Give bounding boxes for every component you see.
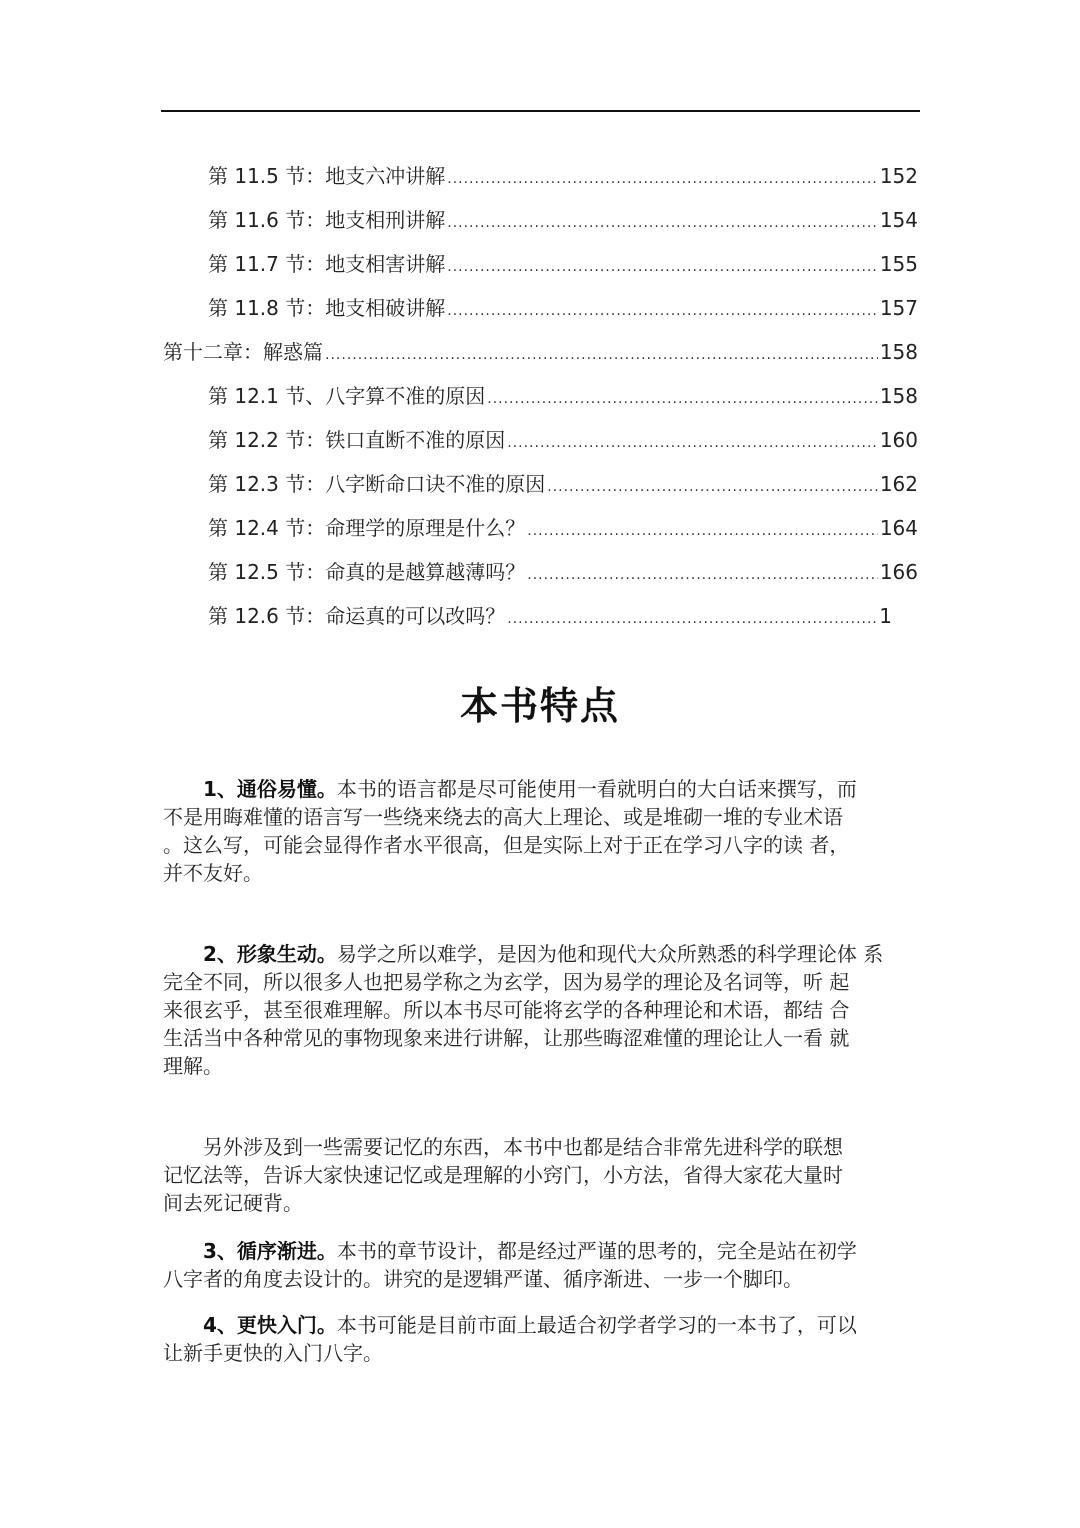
toc-dot-leader — [325, 347, 878, 363]
feature-paragraph-1 — [163, 775, 938, 887]
toc-entry-page: 158 — [879, 340, 918, 364]
text-line: 理解。 — [163, 1054, 223, 1078]
toc-entry-page: 158 — [879, 384, 918, 408]
text-line: 本书可能是目前市面上最适合初学者学习的一本书了，可以 — [336, 1313, 857, 1337]
toc-entry-title: 第 12.4 节：命理学的原理是什么？ — [208, 516, 526, 540]
toc-entry-title: 第 11.5 节：地支六冲讲解 — [208, 164, 446, 188]
toc-entry-page: 154 — [879, 208, 918, 232]
feature-lead: 3、循序渐进。 — [203, 1239, 337, 1263]
toc-entry[interactable] — [163, 512, 918, 552]
toc-dot-leader — [447, 215, 878, 231]
toc-dot-leader — [527, 523, 878, 539]
feature-lead: 4、更快入门。 — [203, 1313, 337, 1337]
text-line: 并不友好。 — [163, 861, 263, 885]
toc-entry-page: 164 — [879, 516, 918, 540]
toc-dot-leader — [507, 611, 877, 627]
toc-entry-title: 第 11.6 节：地支相刑讲解 — [208, 208, 446, 232]
toc-dot-leader — [527, 567, 878, 583]
feature-paragraph-2 — [163, 940, 938, 1080]
toc-dot-leader — [447, 303, 878, 319]
toc-entry-page: 1 — [879, 604, 892, 628]
feature-paragraph-3 — [163, 1237, 938, 1293]
text-line: 让新手更快的入门八字。 — [163, 1341, 383, 1365]
section-heading: 本书特点 — [459, 684, 620, 728]
header-rule — [161, 110, 920, 112]
toc-dot-leader — [487, 391, 878, 407]
toc-entry[interactable] — [163, 556, 918, 596]
text-line: 易学之所以难学，是因为他和现代大众所熟悉的科学理论体 系 — [336, 942, 884, 966]
toc-entry[interactable] — [163, 600, 918, 640]
toc-dot-leader — [447, 171, 878, 187]
toc-entry-title: 第 12.2 节：铁口直断不准的原因 — [208, 428, 506, 452]
toc-entry[interactable] — [163, 292, 918, 332]
toc-chapter-entry[interactable] — [163, 336, 918, 376]
text-line: 八字者的角度去设计的。讲究的是逻辑严谨、循序渐进、一步一个脚印。 — [163, 1267, 803, 1291]
toc-entry-title: 第 11.7 节：地支相害讲解 — [208, 252, 446, 276]
toc-entry-page: 160 — [879, 428, 918, 452]
text-line: 记忆法等，告诉大家快速记忆或是理解的小窍门，小方法，省得大家花大量时 — [163, 1163, 843, 1187]
text-line: 来很玄乎，甚至很难理解。所以本书尽可能将玄学的各种理论和术语，都结 合 — [163, 998, 850, 1022]
toc-dot-leader — [507, 435, 878, 451]
toc-dot-leader — [447, 259, 878, 275]
toc-entry-page: 152 — [879, 164, 918, 188]
toc-entry[interactable] — [163, 380, 918, 420]
toc-entry-page: 162 — [879, 472, 918, 496]
toc-entry[interactable] — [163, 204, 918, 244]
toc-dot-leader — [547, 479, 878, 495]
toc-entry-title: 第 12.6 节：命运真的可以改吗？ — [208, 604, 506, 628]
toc-entry-title: 第 11.8 节：地支相破讲解 — [208, 296, 446, 320]
toc-entry-page: 155 — [879, 252, 918, 276]
toc-entry-title: 第十二章：解惑篇 — [163, 340, 323, 364]
toc-entry[interactable] — [163, 248, 918, 288]
toc-entry-title: 第 12.1 节、八字算不准的原因 — [208, 384, 486, 408]
toc-entry-page: 157 — [879, 296, 918, 320]
toc-entry[interactable] — [163, 424, 918, 464]
toc-entry[interactable] — [163, 160, 918, 200]
text-line: 生活当中各种常见的事物现象来进行讲解，让那些晦涩难懂的理论让人一看 就 — [163, 1026, 850, 1050]
toc-entry-title: 第 12.5 节：命真的是越算越薄吗？ — [208, 560, 526, 584]
text-line: 本书的章节设计，都是经过严谨的思考的，完全是站在初学 — [336, 1239, 857, 1263]
toc-entry-title: 第 12.3 节：八字断命口诀不准的原因 — [208, 472, 546, 496]
text-line: 完全不同，所以很多人也把易学称之为玄学，因为易学的理论及名词等，听 起 — [163, 970, 850, 994]
text-line: 。这么写，可能会显得作者水平很高，但是实际上对于正在学习八字的读 者， — [163, 833, 850, 857]
feature-paragraph-4 — [163, 1311, 938, 1367]
text-line: 不是用晦难懂的语言写一些绕来绕去的高大上理论、或是堆砌一堆的专业术语 — [163, 805, 843, 829]
feature-lead: 1、通俗易懂。 — [203, 777, 337, 801]
toc-entry-page: 166 — [879, 560, 918, 584]
text-line: 另外涉及到一些需要记忆的东西，本书中也都是结合非常先进科学的联想 — [203, 1135, 843, 1159]
text-line: 本书的语言都是尽可能使用一看就明白的大白话来撰写，而 — [336, 777, 857, 801]
toc-entry[interactable] — [163, 468, 918, 508]
memory-paragraph — [163, 1133, 938, 1217]
feature-lead: 2、形象生动。 — [203, 942, 337, 966]
text-line: 间去死记硬背。 — [163, 1191, 303, 1215]
